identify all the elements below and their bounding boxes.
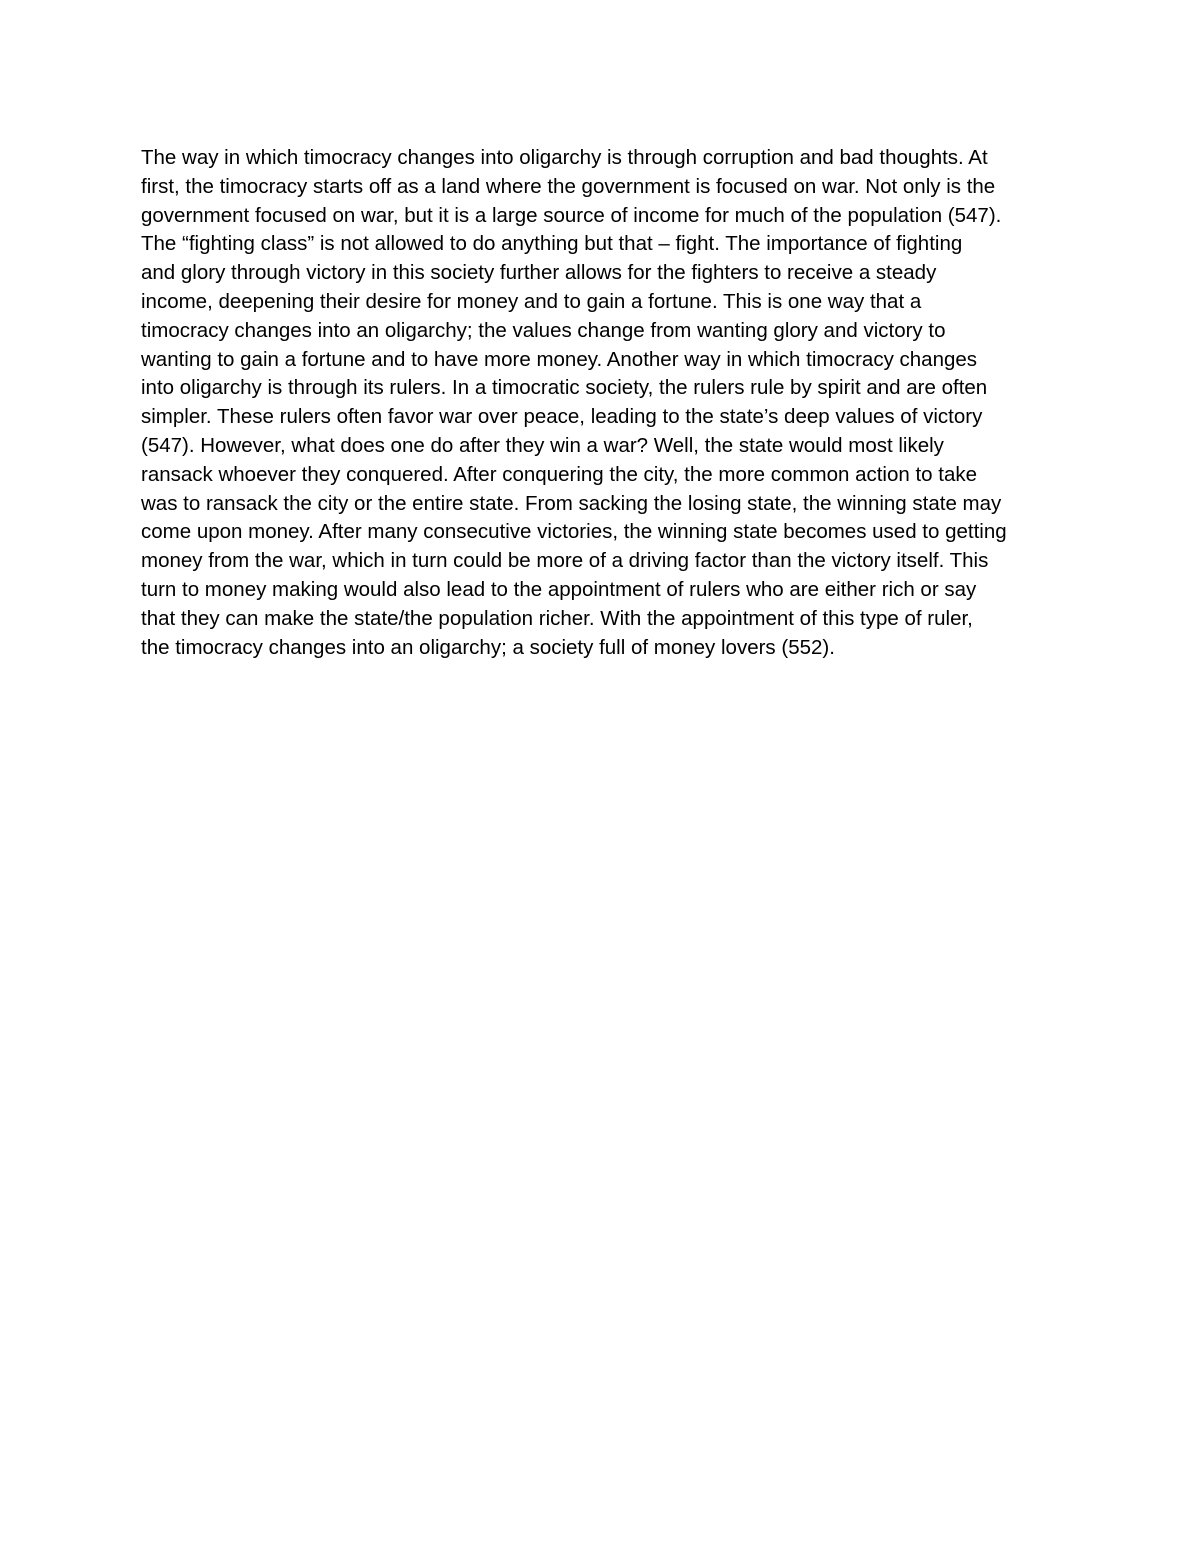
paragraph-line: The way in which timocracy changes into oligarchy is through corruption and bad thoughts. At: [141, 146, 988, 169]
paragraph-line: simpler. These rulers often favor war over peace, leading to the state’s deep values of victory: [141, 405, 983, 429]
paragraph-line: The “fighting class” is not allowed to do anything but that – fight. The importance of fighting: [141, 232, 963, 256]
paragraph-line: into oligarchy is through its rulers. In a timocratic society, the rulers rule by spirit and are often: [141, 376, 988, 400]
paragraph-line: turn to money making would also lead to the appointment of rulers who are either rich or say: [141, 577, 977, 601]
paragraph-line: wanting to gain a fortune and to have more money. Another way in which timocracy changes: [141, 347, 978, 371]
paragraph-line: timocracy changes into an oligarchy; the values change from wanting glory and victory to: [141, 318, 946, 342]
paragraph-line: that they can make the state/the population richer. With the appointment of this type of ruler,: [141, 606, 973, 630]
paragraph-line: the timocracy changes into an oligarchy; a society full of money lovers (552).: [141, 635, 835, 659]
paragraph-line: ransack whoever they conquered. After conquering the city, the more common action to take: [141, 462, 978, 486]
body-paragraph: [141, 144, 1071, 662]
paragraph-line: (547). However, what does one do after they win a war? Well, the state would most likely: [141, 433, 944, 457]
paragraph-line: money from the war, which in turn could be more of a driving factor than the victory itself. This: [141, 549, 989, 573]
paragraph-line: first, the timocracy starts off as a land where the government is focused on war. Not only is the: [141, 174, 996, 198]
paragraph-line: government focused on war, but it is a large source of income for much of the population (547).: [141, 203, 1002, 227]
paragraph-line: income, deepening their desire for money and to gain a fortune. This is one way that a: [141, 289, 922, 313]
paragraph-line: was to ransack the city or the entire state. From sacking the losing state, the winning state may: [141, 491, 1002, 515]
paragraph-line: come upon money. After many consecutive victories, the winning state becomes used to getting: [141, 520, 1007, 544]
paragraph-line: and glory through victory in this society further allows for the fighters to receive a steady: [141, 261, 937, 285]
